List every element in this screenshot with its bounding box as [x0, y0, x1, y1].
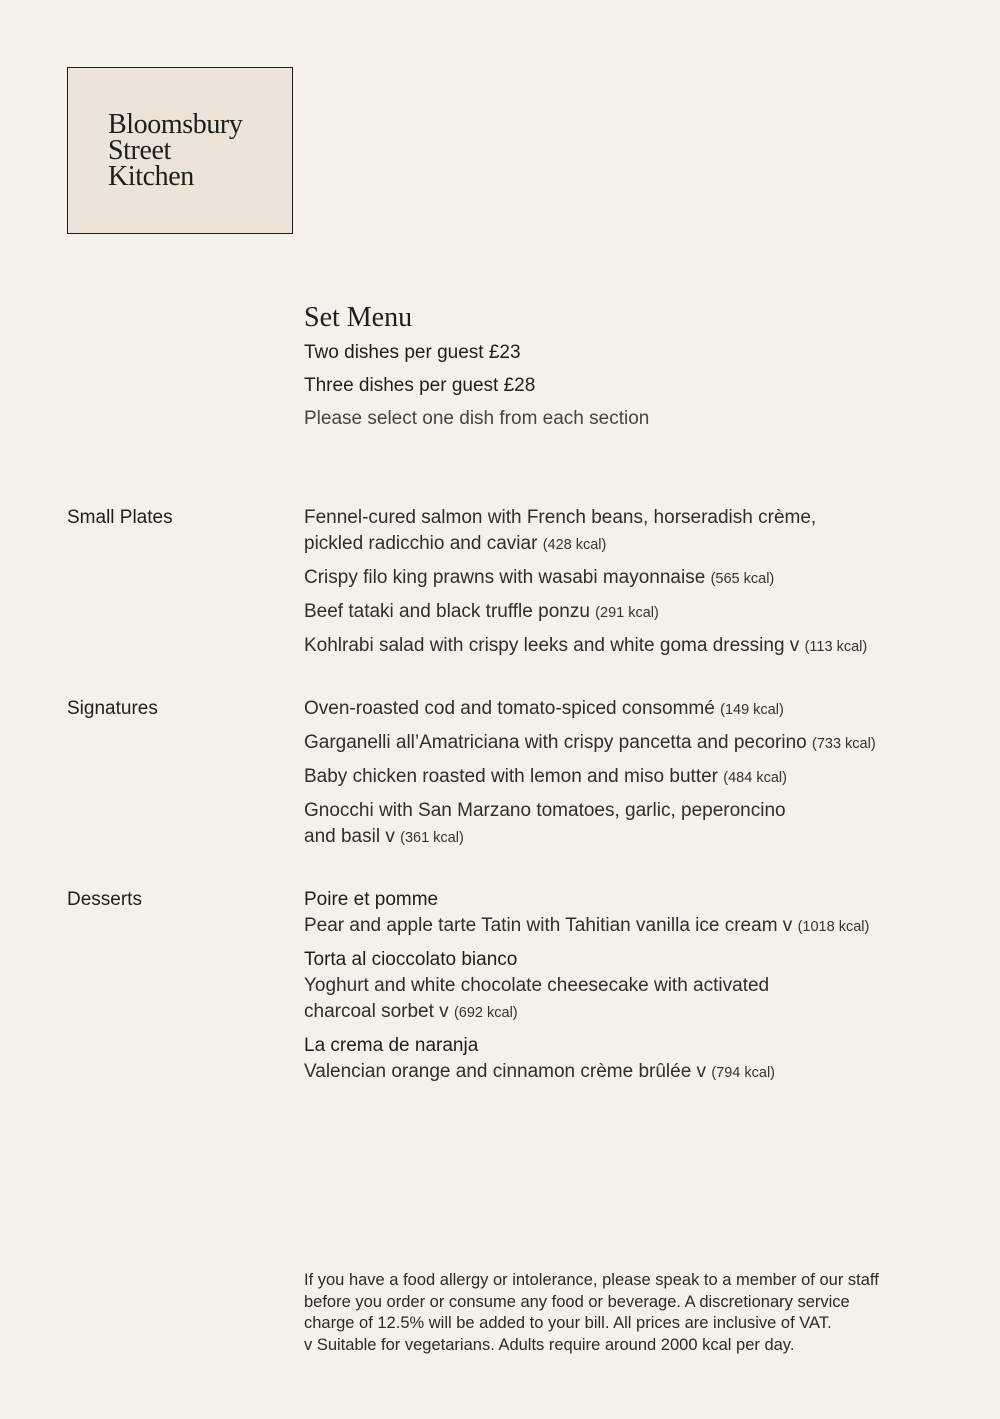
dish-description: pickled radicchio and caviar	[304, 533, 538, 554]
footer-line: charge of 12.5% will be added to your bill. All prices are inclusive of VAT.	[304, 1314, 832, 1332]
price-two-dishes: Two dishes per guest £23	[304, 342, 521, 363]
logo-wordmark	[108, 109, 243, 192]
dish-description: Fennel-cured salmon with French beans, horseradish crème,	[304, 507, 817, 528]
footer-line: before you order or consume any food or beverage. A discretionary service	[304, 1292, 850, 1311]
section-label-signatures: Signatures	[67, 698, 158, 719]
menu-item	[304, 599, 944, 626]
dish-description: Yoghurt and white chocolate cheesecake with activated	[304, 975, 770, 996]
logo-line: Street	[108, 135, 171, 166]
dish-description: Oven-roasted cod and tomato-spiced consommé	[304, 698, 715, 719]
selection-instruction: Please select one dish from each section	[304, 408, 650, 429]
kcal-label: (692 kcal)	[453, 1005, 518, 1021]
dish-description: Beef tataki and black truffle ponzu	[304, 601, 590, 622]
section-desserts	[304, 887, 944, 1093]
set-menu-header	[304, 300, 649, 435]
menu-item	[304, 764, 944, 791]
logo-line: Kitchen	[108, 161, 194, 192]
allergy-footer-note	[304, 1270, 944, 1356]
menu-item	[304, 947, 944, 1026]
kcal-label: (565 kcal)	[710, 571, 775, 587]
kcal-label: (428 kcal)	[542, 537, 607, 553]
section-label-desserts: Desserts	[67, 889, 142, 910]
kcal-label: (113 kcal)	[804, 639, 868, 655]
dish-description: Pear and apple tarte Tatin with Tahitian vanilla ice cream v	[304, 915, 793, 936]
kcal-label: (149 kcal)	[720, 702, 784, 718]
dish-name: La crema de naranja	[304, 1035, 479, 1056]
menu-item	[304, 696, 944, 723]
menu-item	[304, 730, 944, 757]
dish-name: Torta al cioccolato bianco	[304, 949, 518, 970]
dish-description: and basil v	[304, 826, 395, 847]
section-label-small-plates: Small Plates	[67, 507, 173, 528]
section-signatures	[304, 696, 944, 858]
menu-item	[304, 1033, 944, 1086]
dish-description: Garganelli all’Amatriciana with crispy pancetta and pecorino	[304, 732, 807, 753]
section-small-plates	[304, 505, 944, 667]
restaurant-logo	[67, 67, 293, 234]
kcal-label: (1018 kcal)	[797, 919, 870, 935]
dish-description: Kohlrabi salad with crispy leeks and white goma dressing v	[304, 635, 800, 656]
kcal-label: (484 kcal)	[723, 770, 787, 786]
kcal-label: (733 kcal)	[811, 736, 876, 752]
dish-name: Poire et pomme	[304, 889, 439, 910]
kcal-label: (291 kcal)	[595, 605, 659, 621]
dish-description: charcoal sorbet v	[304, 1001, 449, 1022]
menu-item	[304, 887, 944, 940]
page-title: Set Menu	[304, 302, 413, 333]
logo-line: Bloomsbury	[108, 109, 243, 140]
dish-description: Gnocchi with San Marzano tomatoes, garlic, peperoncino	[304, 800, 786, 821]
dish-description: Valencian orange and cinnamon crème brûlée v	[304, 1061, 707, 1082]
dish-description: Baby chicken roasted with lemon and miso butter	[304, 766, 718, 787]
menu-item	[304, 633, 944, 660]
price-three-dishes: Three dishes per guest £28	[304, 375, 536, 396]
dish-description: Crispy filo king prawns with wasabi mayonnaise	[304, 567, 706, 588]
menu-item	[304, 565, 944, 592]
kcal-label: (794 kcal)	[711, 1065, 776, 1081]
menu-item	[304, 798, 944, 851]
kcal-label: (361 kcal)	[400, 830, 464, 846]
footer-line: If you have a food allergy or intolerance, please speak to a member of our staff	[304, 1271, 879, 1289]
footer-line: v Suitable for vegetarians. Adults require around 2000 kcal per day.	[304, 1335, 795, 1354]
menu-item	[304, 505, 944, 558]
